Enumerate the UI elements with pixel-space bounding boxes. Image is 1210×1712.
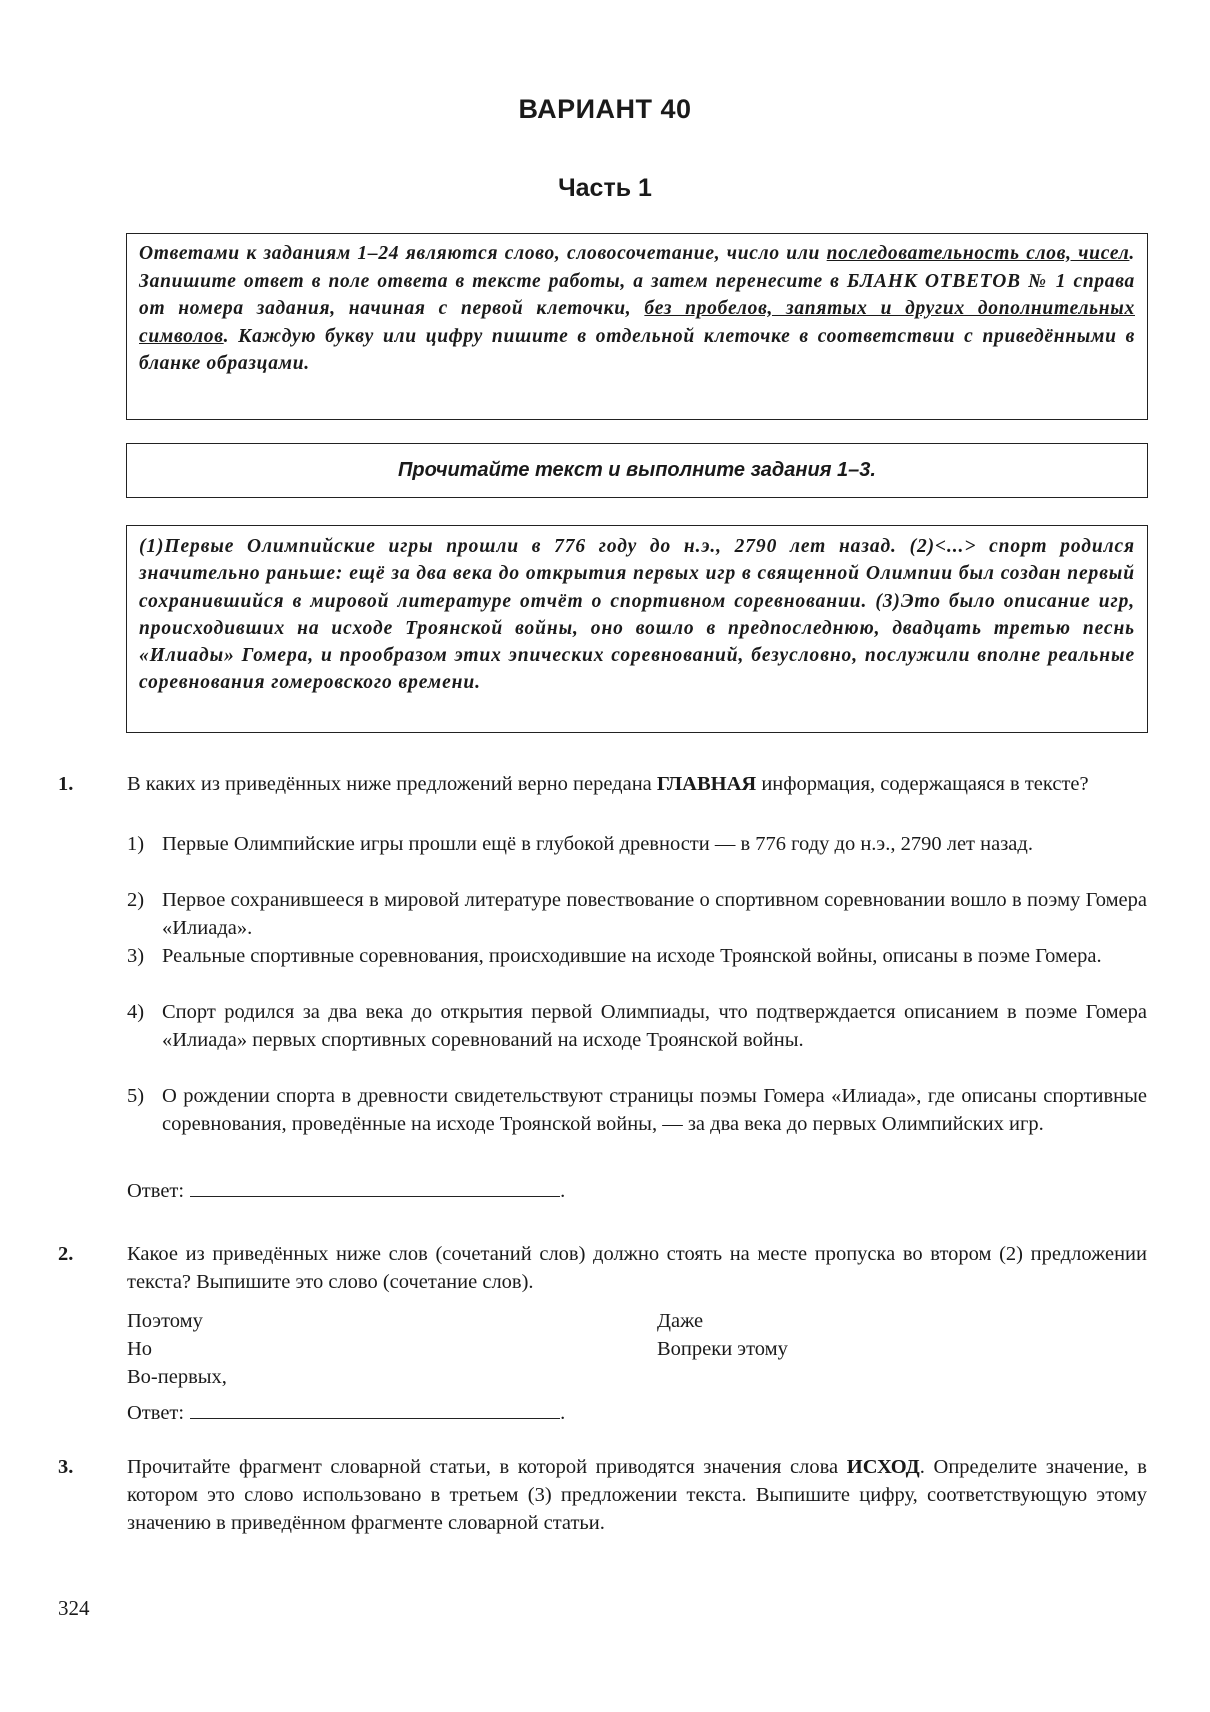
question-text-part: В каких из приведённых ниже предложений верно передана: [127, 773, 657, 795]
answer-label: Ответ:: [127, 1402, 185, 1424]
question-keyword: ИСХОД: [846, 1456, 920, 1478]
option-text: О рождении спорта в древности свидетельствуют страницы поэмы Гомера «Илиада», где описаны спортивные соревнования, проведённые на исходе Троянской войны, — за два века до первых Олимпийских игр.: [162, 1085, 1147, 1135]
question-text: [127, 1453, 1147, 1537]
question-number: 3.: [58, 1456, 74, 1478]
answer-field[interactable]: [190, 1176, 560, 1197]
page-number: 324: [58, 1596, 90, 1620]
option-number: 4): [127, 1001, 145, 1023]
option-text: Реальные спортивные соревнования, происходившие на исходе Троянской войны, описаны в поэме Гомера.: [162, 945, 1102, 967]
read-text-box: Прочитайте текст и выполните задания 1–3.: [126, 443, 1148, 498]
word-option: Во-первых,: [127, 1366, 227, 1388]
word-option: Но: [127, 1338, 153, 1360]
word-option: Даже: [657, 1310, 704, 1332]
question-text-part: информация, содержащаяся в тексте?: [756, 773, 1089, 795]
instructions-box: [126, 233, 1148, 420]
word-list-right: [657, 1307, 788, 1363]
answer-field[interactable]: [190, 1398, 560, 1419]
option-text: Первое сохранившееся в мировой литературе повествование о спортивном соревновании вошло в поэму Гомера «Илиада».: [162, 889, 1147, 939]
word-option: Вопреки этому: [657, 1338, 788, 1360]
part-title: Часть 1: [558, 174, 652, 202]
option-number: 1): [127, 833, 145, 855]
passage-box: (1)Первые Олимпийские игры прошли в 776 году до н.э., 2790 лет назад. (2)<...> спорт родился значительно раньше: ещё за два века до открытия первых игр в священной Олимпии был создан первый сохранившийся в мировой литературе отчёт о спортивном соревновании. (3)Это было описание игр, происходивших на исходе Троянской войны, оно вошло в предпоследнюю, двадцать третью песнь «Илиады» Гомера, и прообразом этих эпических соревнований, безусловно, послужили вполне реальные соревнования гомеровского времени.: [126, 525, 1148, 733]
instructions-underline-1: последовательность слов, чисел: [826, 243, 1130, 264]
option-text: Спорт родился за два века до открытия первой Олимпиады, что подтверждается описанием в поэме Гомера «Илиада» первых спортивных соревнований на исходе Троянской войны.: [162, 1001, 1147, 1051]
question-number: 2.: [58, 1243, 74, 1265]
question-number: 1.: [58, 773, 74, 795]
variant-title: ВАРИАНТ 40: [518, 94, 692, 124]
instructions-text-1: Ответами к заданиям 1–24 являются слово, словосочетание, число или: [139, 243, 827, 264]
instructions-underline-2: без пробелов, запятых и других дополнительных символов: [139, 298, 1135, 347]
answer-label: Ответ:: [127, 1180, 185, 1202]
question-text-part: Прочитайте фрагмент словарной статьи, в которой приводятся значения слова: [127, 1456, 847, 1478]
answer-line-2: Ответ: .: [127, 1398, 565, 1425]
instructions-text-3: . Каждую букву или цифру пишите в отдельной клеточке в соответствии с приведёнными в бланке образцами.: [139, 325, 1135, 374]
option-number: 2): [127, 889, 145, 911]
word-list-left: [127, 1307, 227, 1391]
question-text: Какое из приведённых ниже слов (сочетаний слов) должно стоять на месте пропуска во втором (2) предложении текста? Выпишите это слово (сочетание слов).: [127, 1243, 1147, 1293]
instructions-text-2: . Запишите ответ в поле ответа в тексте работы, а затем перенесите в БЛАНК ОТВЕТОВ № 1 справа от номера задания, начиная с первой клеточки,: [139, 243, 1135, 319]
word-option: Поэтому: [127, 1310, 203, 1332]
option-text: Первые Олимпийские игры прошли ещё в глубокой древности — в 776 году до н.э., 2790 лет назад.: [162, 833, 1033, 855]
question-keyword: ГЛАВНАЯ: [656, 773, 757, 795]
option-number: 3): [127, 945, 145, 967]
option-number: 5): [127, 1085, 145, 1107]
question-text: [127, 770, 1147, 798]
question-text-part: . Определите значение, в котором это слово использовано в третьем (3) предложении текста. Выпишите цифру, соответствующую этому значению в приведённом фрагменте словарной статьи.: [127, 1456, 1147, 1534]
answer-line-1: Ответ: .: [127, 1176, 565, 1203]
